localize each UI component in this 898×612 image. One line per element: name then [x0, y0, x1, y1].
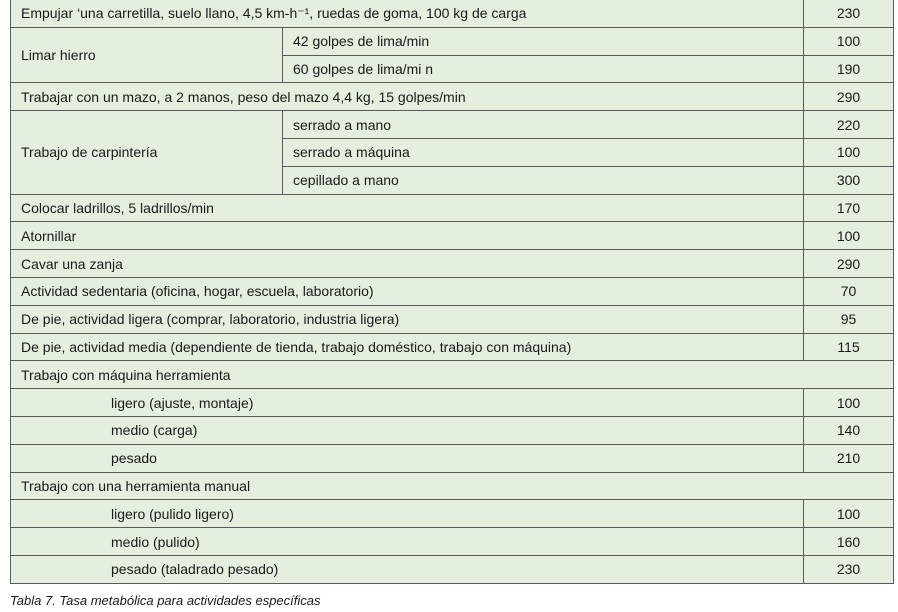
rate-value: 170	[804, 194, 894, 222]
activity-label: Colocar ladrillos, 5 ladrillos/min	[11, 194, 804, 222]
rate-value: 115	[804, 333, 894, 361]
table-row	[11, 389, 894, 417]
rate-value: 290	[804, 250, 894, 278]
table-row	[11, 194, 894, 222]
sub-activity-label: 60 golpes de lima/mi n	[283, 55, 804, 83]
sub-activity-label: serrado a mano	[283, 111, 804, 139]
rate-value: 230	[804, 0, 894, 27]
table-row	[11, 555, 894, 583]
sub-activity-label: ligero (ajuste, montaje)	[11, 389, 804, 417]
sub-activity-label: pesado (taladrado pesado)	[11, 555, 804, 583]
table-row	[11, 416, 894, 444]
sub-activity-label: ligero (pulido ligero)	[11, 500, 804, 528]
table-row	[11, 222, 894, 250]
rate-value: 220	[804, 111, 894, 139]
sub-activity-label: medio (pulido)	[11, 528, 804, 556]
table-row	[11, 361, 894, 389]
group-label: Limar hierro	[11, 27, 283, 83]
activity-label: Atornillar	[11, 222, 804, 250]
sub-activity-label: pesado	[11, 444, 804, 472]
rate-value: 210	[804, 444, 894, 472]
rate-value: 190	[804, 55, 894, 83]
table-row	[11, 333, 894, 361]
table-row	[11, 27, 894, 55]
activity-label: Empujar ‘una carretilla, suelo llano, 4,5 km-h⁻¹, ruedas de goma, 100 kg de carga	[11, 0, 804, 27]
activity-label: Cavar una zanja	[11, 250, 804, 278]
table-caption: Tabla 7. Tasa metabólica para actividades específicas	[10, 593, 321, 608]
rate-value: 100	[804, 500, 894, 528]
rate-value: 290	[804, 83, 894, 111]
section-header: Trabajo con máquina herramienta	[11, 361, 894, 389]
rate-value: 140	[804, 416, 894, 444]
metabolic-rate-table-container	[10, 0, 893, 584]
group-label: Trabajo de carpintería	[11, 111, 283, 194]
table-row	[11, 277, 894, 305]
rate-value: 70	[804, 277, 894, 305]
table-row	[11, 83, 894, 111]
rate-value: 100	[804, 27, 894, 55]
table-row	[11, 528, 894, 556]
table-row	[11, 472, 894, 500]
activity-label: De pie, actividad media (dependiente de tienda, trabajo doméstico, trabajo con máquina)	[11, 333, 804, 361]
table-row	[11, 111, 894, 139]
table-row	[11, 444, 894, 472]
rate-value: 160	[804, 528, 894, 556]
table-row	[11, 500, 894, 528]
table-row	[11, 250, 894, 278]
rate-value: 300	[804, 166, 894, 194]
table-row	[11, 0, 894, 27]
activity-label: Trabajar con un mazo, a 2 manos, peso del mazo 4,4 kg, 15 golpes/min	[11, 83, 804, 111]
activity-label: Actividad sedentaria (oficina, hogar, escuela, laboratorio)	[11, 277, 804, 305]
sub-activity-label: 42 golpes de lima/min	[283, 27, 804, 55]
rate-value: 95	[804, 305, 894, 333]
rate-value: 100	[804, 389, 894, 417]
rate-value: 100	[804, 138, 894, 166]
metabolic-rate-table	[10, 0, 894, 584]
table-row	[11, 305, 894, 333]
section-header: Trabajo con una herramienta manual	[11, 472, 894, 500]
sub-activity-label: serrado a máquina	[283, 138, 804, 166]
sub-activity-label: cepillado a mano	[283, 166, 804, 194]
activity-label: De pie, actividad ligera (comprar, laboratorio, industria ligera)	[11, 305, 804, 333]
sub-activity-label: medio (carga)	[11, 416, 804, 444]
rate-value: 230	[804, 555, 894, 583]
rate-value: 100	[804, 222, 894, 250]
